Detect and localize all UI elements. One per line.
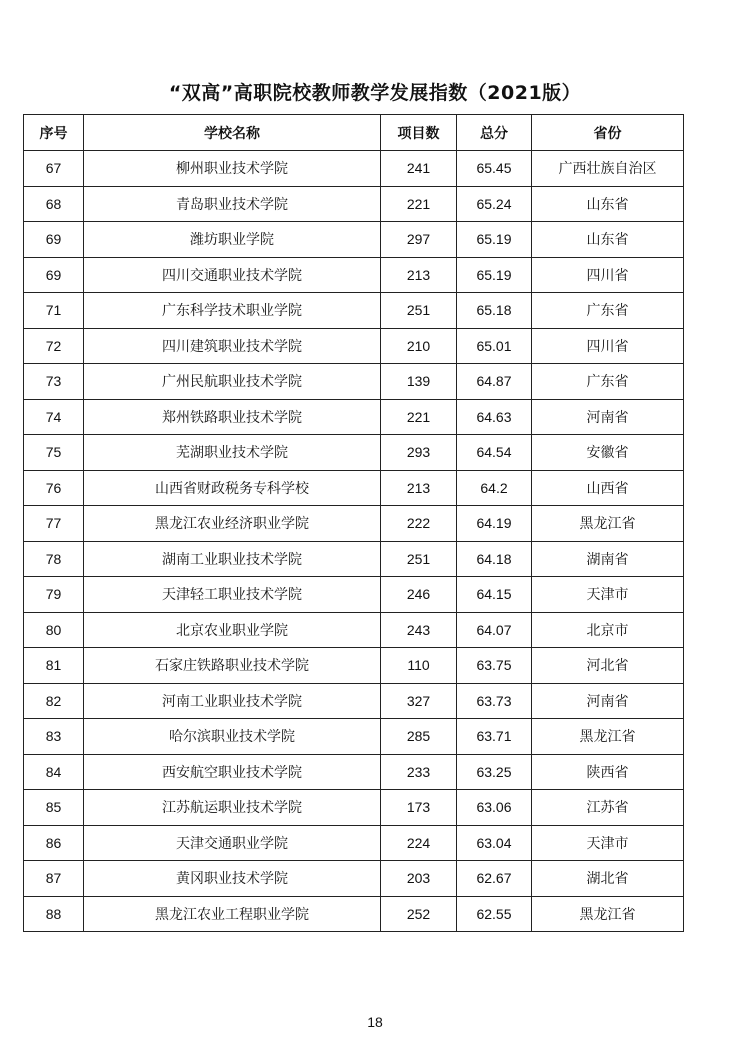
school-name-cell: 天津轻工职业技术学院 xyxy=(84,577,381,613)
header-school-name: 学校名称 xyxy=(84,115,381,151)
table-row xyxy=(24,541,684,577)
total-score-cell: 63.06 xyxy=(457,790,532,826)
province-cell: 安徽省 xyxy=(532,435,684,471)
total-score-cell: 65.19 xyxy=(457,222,532,258)
total-score-cell: 65.18 xyxy=(457,293,532,329)
table-row xyxy=(24,186,684,222)
total-score-cell: 64.18 xyxy=(457,541,532,577)
school-name-cell: 山西省财政税务专科学校 xyxy=(84,470,381,506)
total-score-cell: 63.25 xyxy=(457,754,532,790)
province-cell: 湖北省 xyxy=(532,861,684,897)
rank-cell: 76 xyxy=(24,470,84,506)
total-score-cell: 64.63 xyxy=(457,399,532,435)
project-count-cell: 243 xyxy=(381,612,457,648)
school-name-cell: 潍坊职业学院 xyxy=(84,222,381,258)
total-score-cell: 63.04 xyxy=(457,825,532,861)
province-cell: 四川省 xyxy=(532,328,684,364)
project-count-cell: 222 xyxy=(381,506,457,542)
school-name-cell: 北京农业职业学院 xyxy=(84,612,381,648)
table-row xyxy=(24,861,684,897)
table-row xyxy=(24,293,684,329)
rank-cell: 77 xyxy=(24,506,84,542)
project-count-cell: 221 xyxy=(381,186,457,222)
rank-cell: 68 xyxy=(24,186,84,222)
school-name-cell: 西安航空职业技术学院 xyxy=(84,754,381,790)
rank-cell: 82 xyxy=(24,683,84,719)
total-score-cell: 64.07 xyxy=(457,612,532,648)
table-row xyxy=(24,328,684,364)
school-name-cell: 芜湖职业技术学院 xyxy=(84,435,381,471)
rank-cell: 83 xyxy=(24,719,84,755)
school-name-cell: 黑龙江农业经济职业学院 xyxy=(84,506,381,542)
school-name-cell: 湖南工业职业技术学院 xyxy=(84,541,381,577)
table-row xyxy=(24,577,684,613)
rank-cell: 85 xyxy=(24,790,84,826)
header-total-score: 总分 xyxy=(457,115,532,151)
rank-cell: 72 xyxy=(24,328,84,364)
project-count-cell: 293 xyxy=(381,435,457,471)
school-name-cell: 黄冈职业技术学院 xyxy=(84,861,381,897)
province-cell: 黑龙江省 xyxy=(532,896,684,932)
school-name-cell: 江苏航运职业技术学院 xyxy=(84,790,381,826)
project-count-cell: 241 xyxy=(381,151,457,187)
project-count-cell: 224 xyxy=(381,825,457,861)
project-count-cell: 246 xyxy=(381,577,457,613)
project-count-cell: 173 xyxy=(381,790,457,826)
project-count-cell: 210 xyxy=(381,328,457,364)
project-count-cell: 110 xyxy=(381,648,457,684)
total-score-cell: 62.67 xyxy=(457,861,532,897)
project-count-cell: 221 xyxy=(381,399,457,435)
project-count-cell: 233 xyxy=(381,754,457,790)
province-cell: 河南省 xyxy=(532,683,684,719)
school-name-cell: 河南工业职业技术学院 xyxy=(84,683,381,719)
table-row xyxy=(24,470,684,506)
province-cell: 广东省 xyxy=(532,293,684,329)
rank-cell: 74 xyxy=(24,399,84,435)
rank-cell: 79 xyxy=(24,577,84,613)
school-name-cell: 四川交通职业技术学院 xyxy=(84,257,381,293)
table-header-row xyxy=(24,115,684,151)
project-count-cell: 285 xyxy=(381,719,457,755)
project-count-cell: 203 xyxy=(381,861,457,897)
total-score-cell: 62.55 xyxy=(457,896,532,932)
school-name-cell: 郑州铁路职业技术学院 xyxy=(84,399,381,435)
province-cell: 广东省 xyxy=(532,364,684,400)
province-cell: 黑龙江省 xyxy=(532,719,684,755)
school-name-cell: 哈尔滨职业技术学院 xyxy=(84,719,381,755)
rank-cell: 71 xyxy=(24,293,84,329)
table-row xyxy=(24,754,684,790)
province-cell: 四川省 xyxy=(532,257,684,293)
province-cell: 山东省 xyxy=(532,186,684,222)
total-score-cell: 64.15 xyxy=(457,577,532,613)
school-name-cell: 天津交通职业学院 xyxy=(84,825,381,861)
school-name-cell: 石家庄铁路职业技术学院 xyxy=(84,648,381,684)
project-count-cell: 327 xyxy=(381,683,457,719)
province-cell: 天津市 xyxy=(532,825,684,861)
province-cell: 北京市 xyxy=(532,612,684,648)
province-cell: 江苏省 xyxy=(532,790,684,826)
province-cell: 河南省 xyxy=(532,399,684,435)
rank-cell: 69 xyxy=(24,257,84,293)
table-row xyxy=(24,506,684,542)
province-cell: 河北省 xyxy=(532,648,684,684)
school-name-cell: 四川建筑职业技术学院 xyxy=(84,328,381,364)
province-cell: 山东省 xyxy=(532,222,684,258)
rank-cell: 75 xyxy=(24,435,84,471)
school-name-cell: 黑龙江农业工程职业学院 xyxy=(84,896,381,932)
table-row xyxy=(24,364,684,400)
table-row xyxy=(24,612,684,648)
table-row xyxy=(24,435,684,471)
project-count-cell: 139 xyxy=(381,364,457,400)
header-rank: 序号 xyxy=(24,115,84,151)
province-cell: 广西壮族自治区 xyxy=(532,151,684,187)
total-score-cell: 64.19 xyxy=(457,506,532,542)
table-row xyxy=(24,790,684,826)
table-row xyxy=(24,257,684,293)
rank-cell: 87 xyxy=(24,861,84,897)
project-count-cell: 213 xyxy=(381,470,457,506)
project-count-cell: 252 xyxy=(381,896,457,932)
table-row xyxy=(24,719,684,755)
project-count-cell: 251 xyxy=(381,541,457,577)
ranking-table xyxy=(23,114,684,932)
school-name-cell: 广州民航职业技术学院 xyxy=(84,364,381,400)
table-body xyxy=(24,151,684,932)
school-name-cell: 广东科学技术职业学院 xyxy=(84,293,381,329)
rank-cell: 80 xyxy=(24,612,84,648)
total-score-cell: 65.45 xyxy=(457,151,532,187)
total-score-cell: 64.54 xyxy=(457,435,532,471)
rank-cell: 69 xyxy=(24,222,84,258)
total-score-cell: 63.75 xyxy=(457,648,532,684)
rank-cell: 88 xyxy=(24,896,84,932)
total-score-cell: 64.2 xyxy=(457,470,532,506)
rank-cell: 86 xyxy=(24,825,84,861)
total-score-cell: 63.71 xyxy=(457,719,532,755)
table-row xyxy=(24,399,684,435)
total-score-cell: 65.01 xyxy=(457,328,532,364)
province-cell: 陕西省 xyxy=(532,754,684,790)
page-title: “双高”高职院校教师教学发展指数（2021版） xyxy=(168,82,582,104)
header-project-count: 项目数 xyxy=(381,115,457,151)
project-count-cell: 213 xyxy=(381,257,457,293)
school-name-cell: 柳州职业技术学院 xyxy=(84,151,381,187)
table-row xyxy=(24,151,684,187)
table-row xyxy=(24,222,684,258)
table-row xyxy=(24,896,684,932)
rank-cell: 78 xyxy=(24,541,84,577)
province-cell: 湖南省 xyxy=(532,541,684,577)
province-cell: 山西省 xyxy=(532,470,684,506)
table-row xyxy=(24,648,684,684)
total-score-cell: 63.73 xyxy=(457,683,532,719)
total-score-cell: 64.87 xyxy=(457,364,532,400)
total-score-cell: 65.24 xyxy=(457,186,532,222)
rank-cell: 73 xyxy=(24,364,84,400)
project-count-cell: 251 xyxy=(381,293,457,329)
header-province: 省份 xyxy=(532,115,684,151)
total-score-cell: 65.19 xyxy=(457,257,532,293)
rank-cell: 81 xyxy=(24,648,84,684)
table-row xyxy=(24,683,684,719)
page-number: 18 xyxy=(367,1014,383,1030)
rank-cell: 84 xyxy=(24,754,84,790)
province-cell: 天津市 xyxy=(532,577,684,613)
school-name-cell: 青岛职业技术学院 xyxy=(84,186,381,222)
province-cell: 黑龙江省 xyxy=(532,506,684,542)
project-count-cell: 297 xyxy=(381,222,457,258)
table-row xyxy=(24,825,684,861)
rank-cell: 67 xyxy=(24,151,84,187)
